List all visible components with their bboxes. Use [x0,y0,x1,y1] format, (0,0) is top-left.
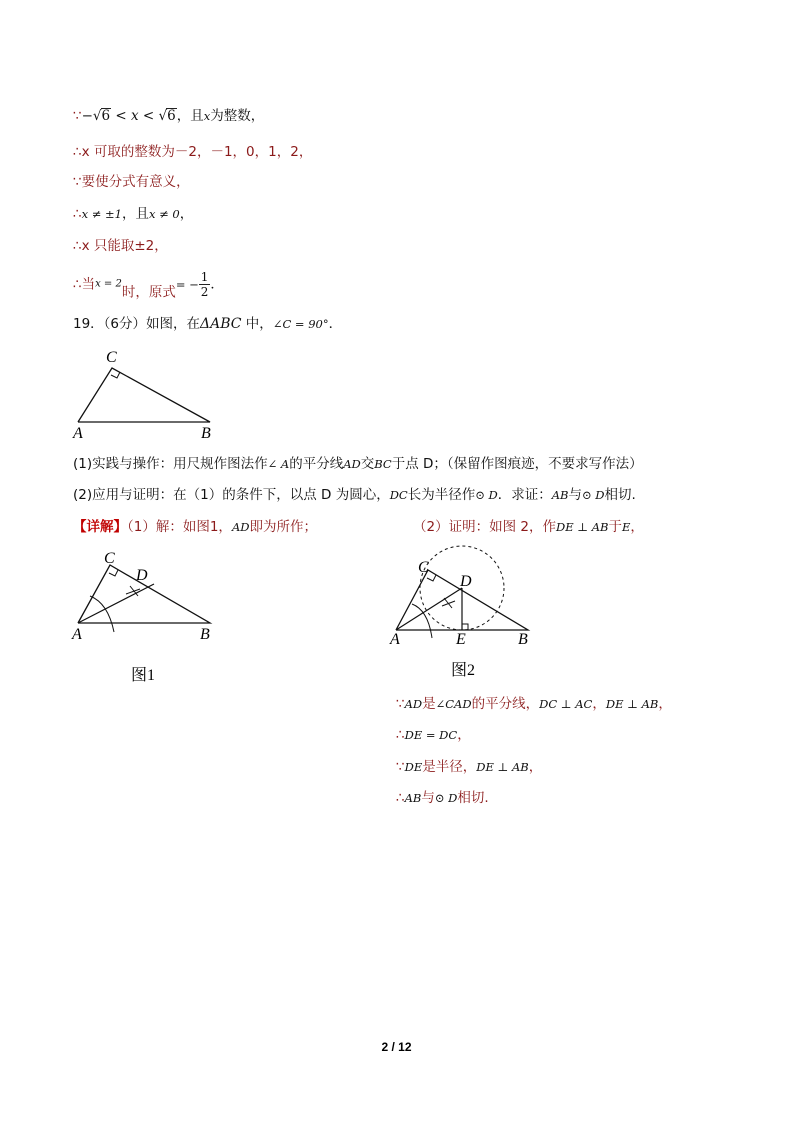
figure-1-caption: 图1 [131,667,156,684]
proof-line-2: ∴DE = DC， [396,727,471,743]
label-b: B [201,425,211,442]
proof-part-2-heading: （2）证明：如图 2，作DE ⊥ AB于E， [413,519,644,535]
solution-line-6: ∴当x = 2时，原式= − $\frac{1}{2}$ ． [73,270,224,301]
fraction-one-half: $\frac{1}{2}$ [200,270,209,299]
proof-line-4: ∴AB与⊙ D相切. [396,790,489,806]
fig1-label-b: B [200,626,210,643]
question-part-2: (2)应用与证明：在（1）的条件下，以点 D 为圆心，DC长为半径作⊙ D．求证：AB与⊙ D相切. [73,487,636,503]
label-c: C [106,349,117,366]
triangle-figure [68,346,228,444]
fig2-label-a: A [390,631,400,648]
solution-line-1: ∵−√6 < x < √6，且x为整数， [73,108,265,124]
fig1-label-a: A [72,626,82,643]
figure-1 [68,548,228,646]
solution-line-5: ∴x 只能取±2， [73,238,168,254]
fig2-label-d: D [460,573,472,590]
solution-line-2: ∴x 可取的整数为－2，－1，0，1，2， [73,144,313,160]
page-number: 2 / 12 [381,1040,412,1054]
fig2-label-b: B [518,631,528,648]
question-19-heading: 19．（6分）如图，在ΔABC 中，∠C = 90°． [73,316,343,332]
proof-line-1: ∵AD是∠CAD的平分线，DC ⊥ AC，DE ⊥ AB， [396,696,672,712]
fig2-label-e: E [456,631,466,648]
label-a: A [73,425,83,442]
detail-part-1: 【详解】（1）解：如图1，AD即为所作； [73,519,317,535]
solution-line-4: ∴x ≠ ±1，且x ≠ 0， [73,206,194,222]
question-part-1: (1)实践与操作：用尺规作图法作∠ A的平分线AD交BC于点 D；（保留作图痕迹，不要求写作法） [73,456,643,472]
figure-2 [386,518,546,650]
solution-line-3: ∵要使分式有意义， [73,174,190,190]
proof-line-3: ∵DE是半径，DE ⊥ AB， [396,759,543,775]
figure-2-caption: 图2 [451,662,476,679]
fig2-label-c: C [418,559,429,576]
fig1-label-d: D [136,567,148,584]
fig1-label-c: C [104,550,115,567]
